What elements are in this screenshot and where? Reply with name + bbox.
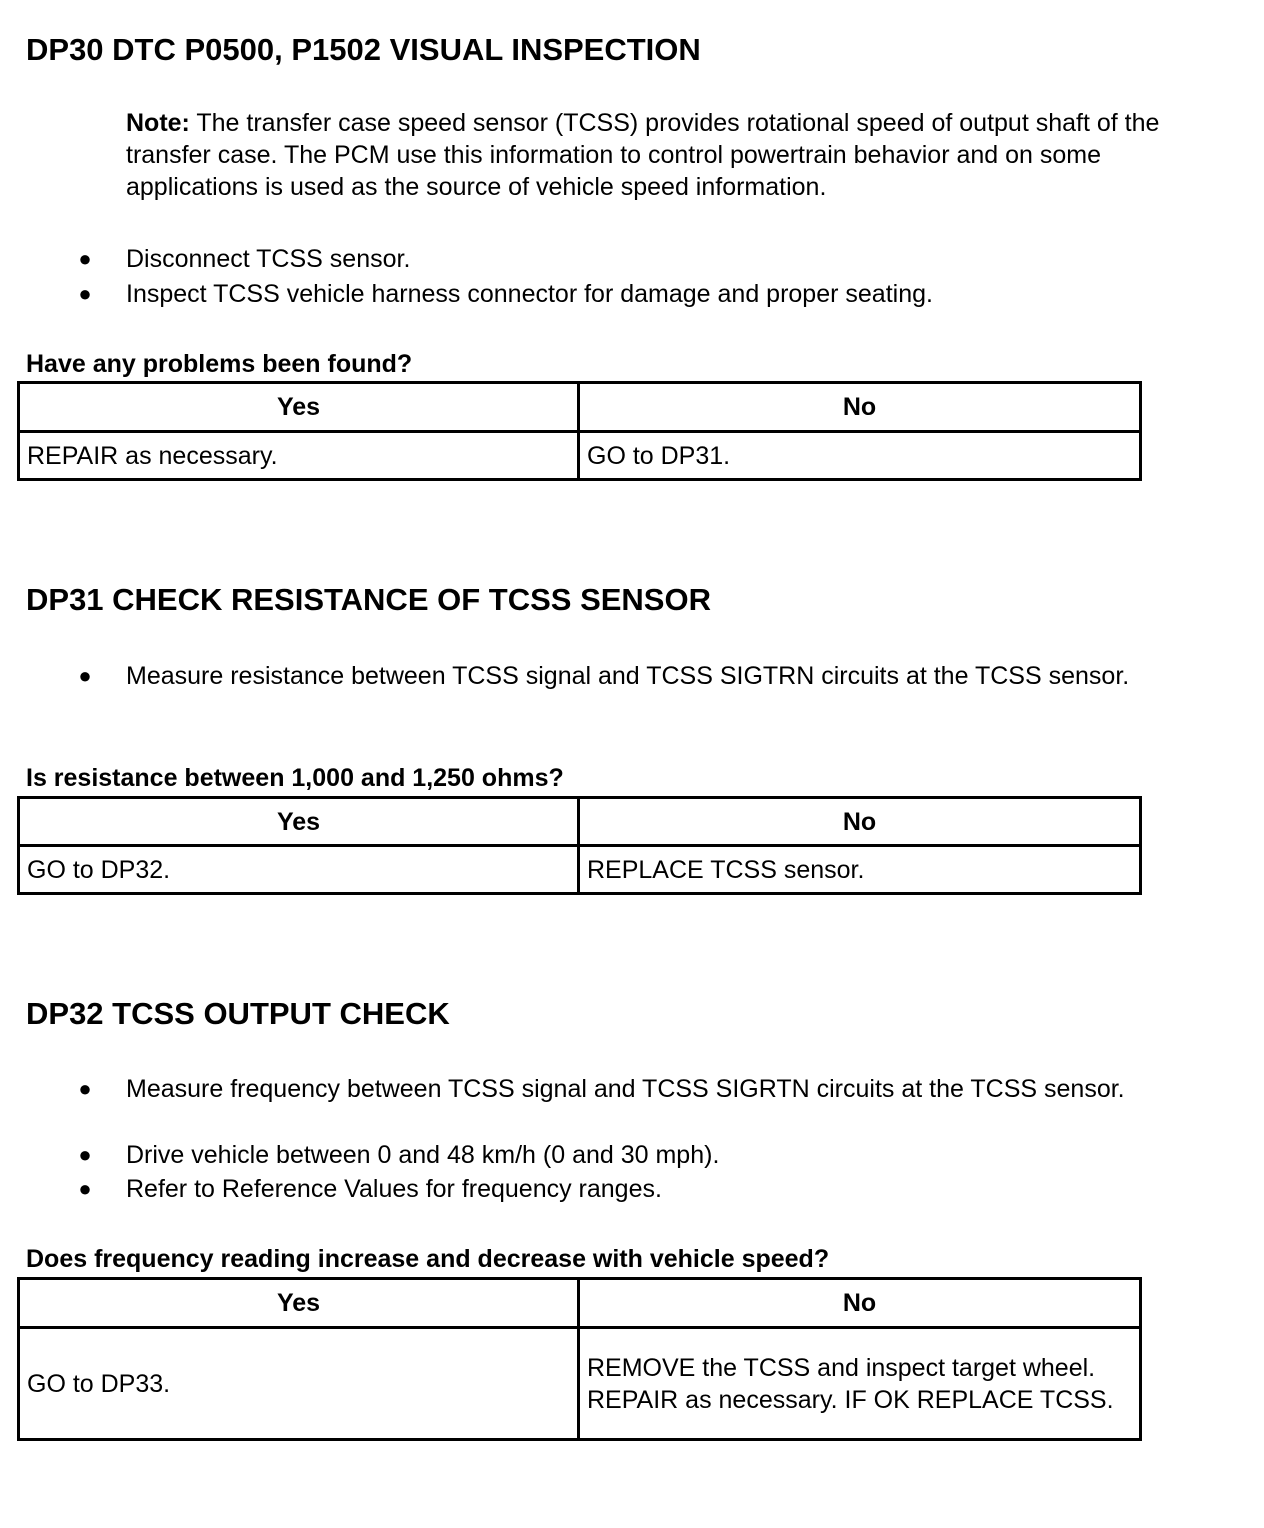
question-dp31: Is resistance between 1,000 and 1,250 ohms?	[26, 764, 564, 792]
list-item-text: Refer to Reference Values for frequency ranges.	[126, 1175, 662, 1203]
yes-header: Yes	[19, 383, 579, 432]
bullet-icon: ●	[78, 1176, 92, 1201]
bullet-icon: ●	[78, 663, 92, 688]
note-text: The transfer case speed sensor (TCSS) provides rotational speed of output shaft of the transfer case. The PCM use this information to control powertrain behavior and on some applications is used as the source of vehicle speed information.	[126, 109, 1160, 201]
question-dp30: Have any problems been found?	[26, 350, 413, 378]
bullet-icon: ●	[78, 246, 92, 271]
yes-header: Yes	[19, 798, 579, 846]
list-item-text: Drive vehicle between 0 and 48 km/h (0 and 30 mph).	[126, 1141, 720, 1169]
decision-table-dp30	[17, 381, 1142, 481]
note-label: Note:	[126, 109, 190, 137]
no-header: No	[579, 383, 1141, 432]
section-heading-dp30: DP30 DTC P0500, P1502 VISUAL INSPECTION	[26, 32, 701, 67]
section-heading-dp32: DP32 TCSS OUTPUT CHECK	[26, 996, 450, 1031]
bullet-icon: ●	[78, 1076, 92, 1101]
list-item-text: Inspect TCSS vehicle harness connector for damage and proper seating.	[126, 280, 933, 308]
bullet-icon: ●	[78, 1142, 92, 1167]
list-item-text: Measure resistance between TCSS signal and TCSS SIGTRN circuits at the TCSS sensor.	[126, 662, 1130, 690]
yes-action: GO to DP32.	[19, 846, 579, 894]
list-item-text: Disconnect TCSS sensor.	[126, 245, 411, 273]
no-header: No	[579, 798, 1141, 846]
yes-header: Yes	[19, 1279, 579, 1328]
no-action: REPLACE TCSS sensor.	[579, 846, 1141, 894]
decision-table-dp32	[17, 1277, 1142, 1441]
no-header: No	[579, 1279, 1141, 1328]
note-paragraph	[126, 107, 1236, 203]
list-item-text: Measure frequency between TCSS signal and TCSS SIGRTN circuits at the TCSS sensor.	[126, 1075, 1125, 1103]
decision-table-dp31	[17, 796, 1142, 895]
no-action: REMOVE the TCSS and inspect target wheel. REPAIR as necessary. IF OK REPLACE TCSS.	[579, 1328, 1141, 1440]
question-dp32: Does frequency reading increase and decrease with vehicle speed?	[26, 1245, 830, 1273]
no-action: GO to DP31.	[579, 432, 1141, 480]
yes-action: GO to DP33.	[19, 1328, 579, 1440]
bullet-icon: ●	[78, 281, 92, 306]
section-heading-dp31: DP31 CHECK RESISTANCE OF TCSS SENSOR	[26, 582, 711, 617]
yes-action: REPAIR as necessary.	[19, 432, 579, 480]
